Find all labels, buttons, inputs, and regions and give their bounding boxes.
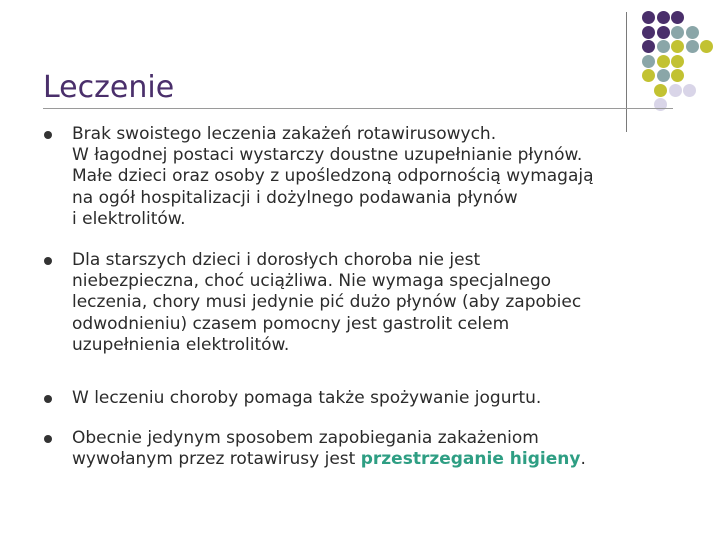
decorative-dot-lavender — [654, 98, 667, 111]
decorative-dot-olive — [671, 55, 684, 68]
decorative-dot-teal — [686, 40, 699, 53]
bullet-text-4-main: Obecnie jedynym sposobem zapobiegania zakażeniom wywołanym przez rotawirusy jest — [72, 428, 539, 470]
bullet-text-4 — [72, 428, 682, 470]
decorative-dot-olive — [657, 55, 670, 68]
decorative-dot-teal — [657, 40, 670, 53]
bullet-text-4-end: . — [580, 449, 586, 470]
decorative-dot-purple — [642, 40, 655, 53]
decorative-dot-olive — [671, 40, 684, 53]
decorative-dot-purple — [671, 11, 684, 24]
bullet-text-2: Dla starszych dzieci i dorosłych choroba nie jest niebezpieczna, choć uciążliwa. Nie wymaga specjalnego leczenia, chory musi jedynie pić dużo płynów (aby zapobiec odwodnieniu) czasem pomocny jest gastrolit celem uzupełnienia elektrolitów. — [72, 250, 582, 355]
bullet-text-1: Brak swoistego leczenia zakażeń rotawirusowych. W łagodnej postaci wystarczy doustne uzupełnianie płynów. Małe dzieci oraz osoby z upośledzoną odpornością wymagają na ogół hospitalizacji i dożylnego podawania płynów i elektrolitów. — [72, 124, 594, 229]
bullet-icon — [44, 395, 52, 403]
decorative-dot-purple — [657, 26, 670, 39]
decorative-dot-olive — [642, 69, 655, 82]
bullet-icon — [44, 435, 52, 443]
decorative-dot-purple — [642, 11, 655, 24]
title-underline — [43, 108, 673, 109]
decorative-dot-purple — [657, 11, 670, 24]
bullet-icon — [44, 257, 52, 265]
slide-title: Leczenie — [43, 70, 175, 105]
vertical-divider — [626, 12, 627, 132]
decorative-dot-olive — [671, 69, 684, 82]
decorative-dot-lavender — [683, 84, 696, 97]
decorative-dot-teal — [671, 26, 684, 39]
decorative-dot-purple — [642, 26, 655, 39]
bullet-icon — [44, 131, 52, 139]
decorative-dot-olive — [654, 84, 667, 97]
hygiene-highlight: przestrzeganie higieny — [360, 449, 581, 470]
decorative-dot-teal — [657, 69, 670, 82]
decorative-dot-lavender — [669, 84, 682, 97]
bullet-text-3: W leczeniu choroby pomaga także spożywanie jogurtu. — [72, 388, 542, 408]
decorative-dot-olive — [700, 40, 713, 53]
decorative-dot-teal — [686, 26, 699, 39]
decorative-dot-teal — [642, 55, 655, 68]
